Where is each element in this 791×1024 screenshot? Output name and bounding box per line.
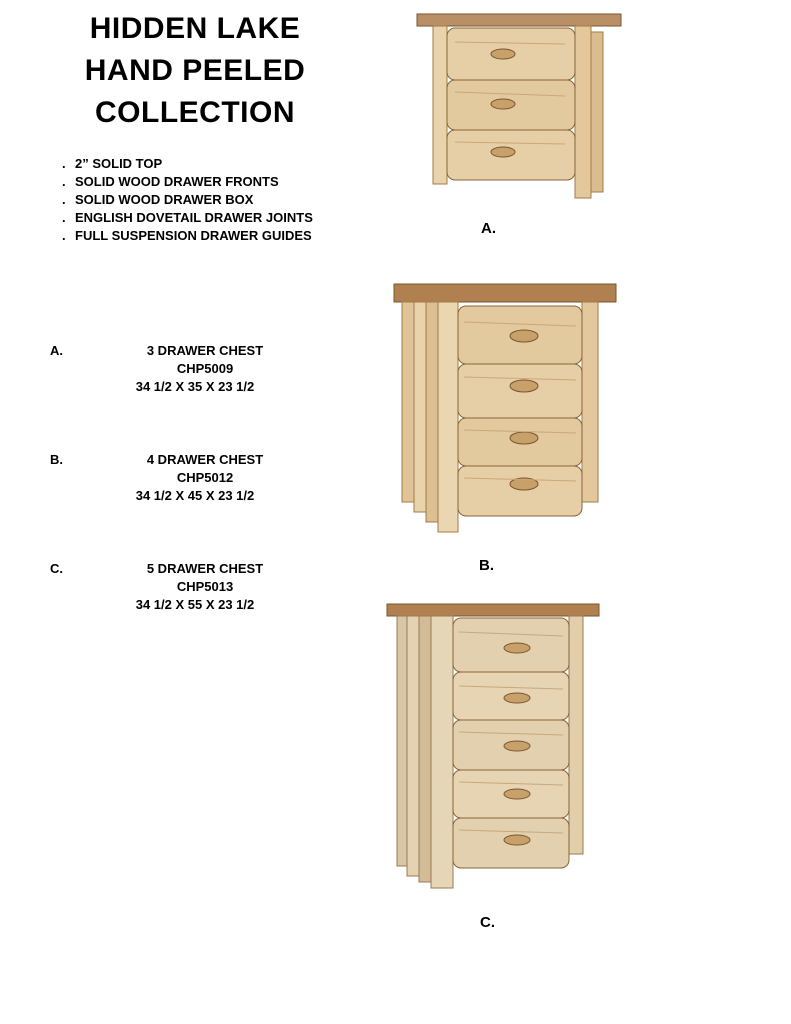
product-letter: C. bbox=[50, 561, 63, 576]
title-line-1: HIDDEN LAKE bbox=[89, 12, 301, 45]
chest-a-image bbox=[415, 12, 625, 202]
product-letter: A. bbox=[50, 343, 63, 358]
collection-title bbox=[40, 8, 350, 134]
four-drawer-chest-illustration bbox=[392, 282, 620, 537]
title-line-3: COLLECTION bbox=[95, 96, 295, 129]
five-drawer-chest-illustration bbox=[385, 602, 603, 892]
product-name: 3 DRAWER CHEST bbox=[146, 343, 264, 358]
three-drawer-chest-illustration bbox=[415, 12, 625, 202]
product-name: 4 DRAWER CHEST bbox=[146, 452, 264, 467]
product-code: CHP5009 bbox=[176, 361, 234, 376]
feature-item: . SOLID WOOD DRAWER BOX bbox=[62, 192, 254, 207]
feature-item: . FULL SUSPENSION DRAWER GUIDES bbox=[62, 228, 312, 243]
feature-item: . 2” SOLID TOP bbox=[62, 156, 163, 171]
product-dimensions: 34 1/2 X 35 X 23 1/2 bbox=[135, 379, 255, 394]
product-dimensions: 34 1/2 X 55 X 23 1/2 bbox=[135, 597, 255, 612]
product-code: CHP5012 bbox=[176, 470, 234, 485]
product-letter: B. bbox=[50, 452, 63, 467]
image-label-c: C. bbox=[480, 914, 495, 931]
feature-list bbox=[62, 155, 313, 245]
image-label-a: A. bbox=[481, 220, 496, 237]
image-label-b: B. bbox=[479, 557, 494, 574]
chest-b-image bbox=[392, 282, 620, 537]
product-code: CHP5013 bbox=[176, 579, 234, 594]
feature-item: . ENGLISH DOVETAIL DRAWER JOINTS bbox=[62, 210, 313, 225]
product-dimensions: 34 1/2 X 45 X 23 1/2 bbox=[135, 488, 255, 503]
chest-c-image bbox=[385, 602, 603, 892]
title-line-2: HAND PEELED bbox=[84, 54, 306, 87]
feature-item: . SOLID WOOD DRAWER FRONTS bbox=[62, 174, 279, 189]
product-name: 5 DRAWER CHEST bbox=[146, 561, 264, 576]
